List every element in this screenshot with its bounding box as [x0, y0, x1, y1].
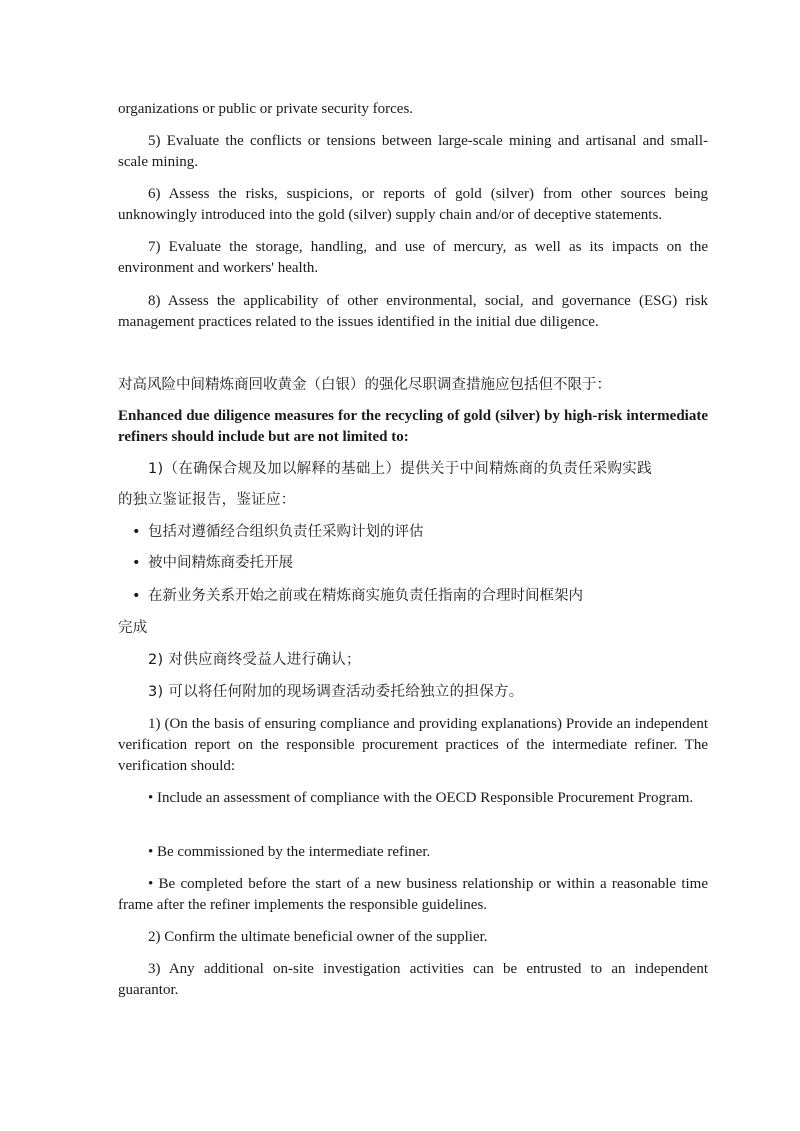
english-bullet-1: • Include an assessment of compliance with the OECD Responsible Procurement Program. — [148, 790, 694, 806]
document-page — [118, 0, 708, 1131]
chinese-heading: 对高风险中间精炼商回收黄金（白银）的强化尽职调查措施应包括但不限于： — [118, 377, 611, 393]
english-bullet-2: • Be commissioned by the intermediate refiner. — [148, 844, 431, 860]
chinese-bullet-3 — [132, 585, 708, 608]
english-heading: Enhanced due diligence measures for the recycling of gold (silver) by high-risk intermediate refiners should include but are not limited to: — [118, 408, 708, 445]
chinese-bullet-text: 包括对遵循经合组织负责任采购计划的评估 — [148, 524, 424, 540]
paragraph-item-7: 7) Evaluate the storage, handling, and use of mercury, as well as its impacts on the environment and workers' health. — [118, 239, 708, 276]
chinese-bullet-text: 被中间精炼商委托开展 — [148, 555, 293, 571]
chinese-bullet-text: 在新业务关系开始之前或在精炼商实施负责任指南的合理时间框架内 — [148, 588, 583, 604]
paragraph-continuation: organizations or public or private security forces. — [118, 101, 414, 117]
chinese-bullet-2 — [132, 552, 708, 575]
english-item-2: 2) Confirm the ultimate beneficial owner of the supplier. — [148, 929, 488, 945]
paragraph-item-5: 5) Evaluate the conflicts or tensions between large-scale mining and artisanal and small-scale mining. — [118, 133, 708, 170]
bullet-marker: • — [132, 588, 141, 604]
chinese-item-2: 2) 对供应商终受益人进行确认； — [148, 652, 361, 668]
chinese-bullet-3-tail: 完成 — [118, 620, 148, 636]
english-item-3: 3) Any additional on-site investigation activities can be entrusted to an independent guarantor. — [118, 961, 708, 998]
paragraph-item-6: 6) Assess the risks, suspicions, or reports of gold (silver) from other sources being unknowingly introduced into the gold (silver) supply chain and/or of deceptive statements. — [118, 186, 708, 223]
bullet-marker: • — [132, 555, 141, 571]
chinese-item-1-line-1: 1)（在确保合规及加以解释的基础上）提供关于中间精炼商的负责任采购实践 — [148, 461, 652, 477]
chinese-item-1-line-2: 的独立鉴证报告，鉴证应： — [118, 492, 296, 508]
paragraph-item-8: 8) Assess the applicability of other environmental, social, and governance (ESG) risk management practices related to the issues identified in the initial due diligence. — [118, 293, 708, 330]
chinese-bullet-1 — [132, 521, 708, 544]
bullet-marker: • — [132, 524, 141, 540]
english-item-1: 1) (On the basis of ensuring compliance and providing explanations) Provide an independent verification report on the responsible procurement practices of the intermediate refiner. The verification should: — [118, 716, 708, 774]
chinese-item-3: 3) 可以将任何附加的现场调查活动委托给独立的担保方。 — [148, 684, 524, 700]
english-bullet-3: • Be completed before the start of a new business relationship or within a reasonable time frame after the refiner implements the responsible guidelines. — [118, 876, 708, 913]
